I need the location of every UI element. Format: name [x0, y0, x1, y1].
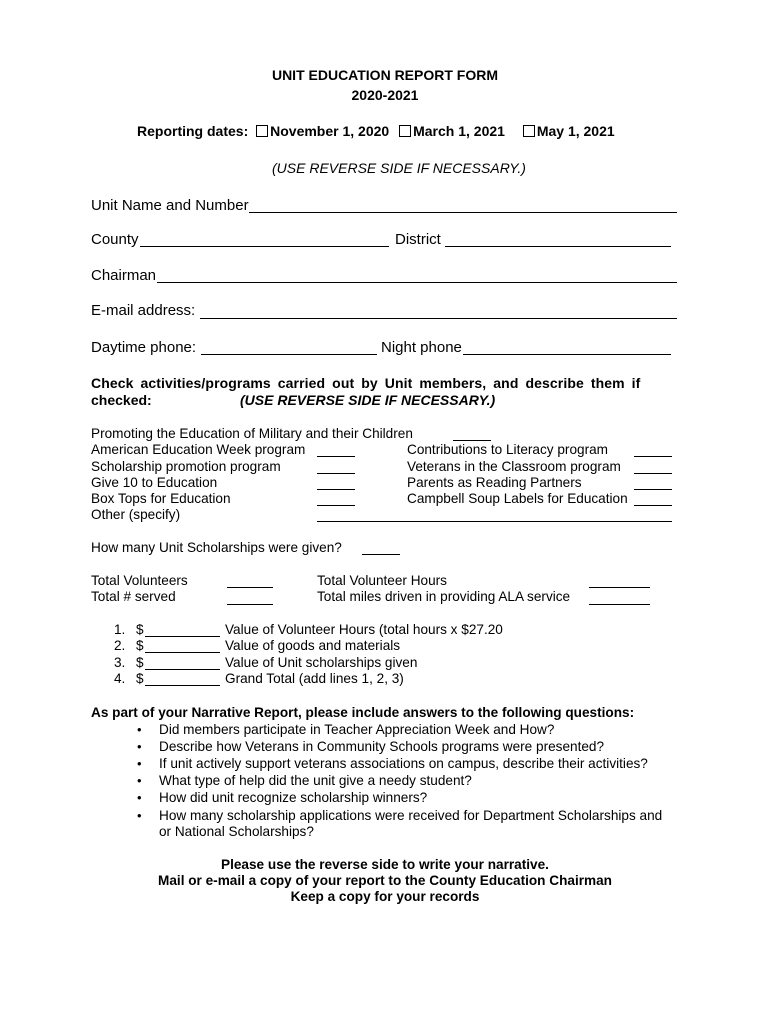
date-nov: November 1, 2020 — [270, 123, 390, 139]
night-phone-line[interactable] — [463, 354, 671, 355]
activity-right-3-line[interactable] — [634, 505, 672, 506]
scholarships-question: How many Unit Scholarships were given? — [91, 540, 342, 555]
district-label: District — [395, 231, 441, 248]
email-line[interactable] — [200, 318, 677, 319]
checkbox-may[interactable] — [523, 125, 535, 137]
chairman-line[interactable] — [157, 282, 677, 283]
total-volunteers-label: Total Volunteers — [91, 573, 188, 588]
total-volunteer-hours-label: Total Volunteer Hours — [317, 573, 447, 588]
value-dollar-2: $ — [136, 638, 144, 653]
email-label: E-mail address: — [91, 302, 196, 319]
unit-name-line[interactable] — [249, 212, 677, 213]
narrative-heading: As part of your Narrative Report, please include answers to the following questions: — [91, 705, 635, 720]
bullet-icon: • — [137, 773, 142, 788]
reporting-dates-label: Reporting dates: — [137, 123, 249, 139]
reporting-dates-row — [137, 123, 615, 139]
activity-right-0: Contributions to Literacy program — [407, 442, 608, 457]
activities-heading-line1: Check activities/programs carried out by Unit members, and describe them if — [91, 375, 641, 391]
total-volunteer-hours-line[interactable] — [589, 587, 650, 588]
checkbox-nov[interactable] — [256, 125, 268, 137]
activity-left-1: Scholarship promotion program — [91, 459, 281, 474]
county-label: County — [91, 231, 139, 248]
value-line-2[interactable] — [145, 652, 220, 653]
activity-left-2-line[interactable] — [317, 489, 355, 490]
activity-left-4: Other (specify) — [91, 507, 181, 522]
activity-right-3: Campbell Soup Labels for Education — [407, 491, 628, 506]
footer-line-3: Keep a copy for your records — [290, 889, 480, 904]
district-line[interactable] — [445, 246, 671, 247]
activity-left-0-line[interactable] — [317, 456, 355, 457]
chairman-label: Chairman — [91, 267, 157, 284]
activity-promoting-military: Promoting the Education of Military and their Children — [91, 426, 413, 441]
narrative-question-6-cont: or National Scholarships? — [159, 824, 314, 839]
value-line-1[interactable] — [145, 636, 220, 637]
activity-right-2-line[interactable] — [634, 489, 672, 490]
activity-left-1-line[interactable] — [317, 473, 355, 474]
activities-heading-line2: checked: — [91, 392, 152, 408]
narrative-question-5: How did unit recognize scholarship winners? — [159, 790, 428, 805]
total-served-line[interactable] — [227, 604, 273, 605]
value-num-1: 1. — [114, 622, 126, 637]
value-text-2: Value of goods and materials — [225, 638, 401, 653]
value-num-2: 2. — [114, 638, 126, 653]
total-miles-label: Total miles driven in providing ALA service — [317, 589, 571, 604]
activity-right-1-line[interactable] — [634, 473, 672, 474]
activity-right-1: Veterans in the Classroom program — [407, 459, 621, 474]
footer-line-1: Please use the reverse side to write your narrative. — [221, 857, 549, 872]
daytime-phone-line[interactable] — [201, 354, 377, 355]
total-miles-line[interactable] — [589, 604, 650, 605]
activities-heading-note: (USE REVERSE SIDE IF NECESSARY.) — [240, 392, 496, 408]
narrative-question-2: Describe how Veterans in Community Schools programs were presented? — [159, 739, 605, 754]
activity-right-0-line[interactable] — [634, 456, 672, 457]
checkbox-mar[interactable] — [399, 125, 411, 137]
scholarships-line[interactable] — [362, 554, 400, 555]
narrative-question-1: Did members participate in Teacher Appreciation Week and How? — [159, 722, 555, 737]
narrative-question-4: What type of help did the unit give a needy student? — [159, 773, 472, 788]
value-text-1: Value of Volunteer Hours (total hours x $27.20 — [225, 622, 503, 637]
value-dollar-4: $ — [136, 671, 144, 686]
night-phone-label: Night phone — [381, 339, 462, 356]
value-dollar-3: $ — [136, 655, 144, 670]
unit-name-label: Unit Name and Number — [91, 197, 249, 214]
value-line-3[interactable] — [145, 669, 220, 670]
date-mar: March 1, 2021 — [413, 123, 505, 139]
activity-other-line[interactable] — [317, 521, 672, 522]
value-dollar-1: $ — [136, 622, 144, 637]
reverse-note: (USE REVERSE SIDE IF NECESSARY.) — [272, 160, 526, 176]
activity-left-0: American Education Week program — [91, 442, 306, 457]
narrative-question-3: If unit actively support veterans associations on campus, describe their activities? — [159, 756, 648, 771]
activity-left-3: Box Tops for Education — [91, 491, 231, 506]
activity-promoting-military-line[interactable] — [453, 440, 491, 441]
bullet-icon: • — [137, 790, 142, 805]
bullet-icon: • — [137, 722, 142, 737]
total-served-label: Total # served — [91, 589, 176, 604]
total-volunteers-line[interactable] — [227, 587, 273, 588]
value-text-4: Grand Total (add lines 1, 2, 3) — [225, 671, 404, 686]
footer-line-2: Mail or e-mail a copy of your report to the County Education Chairman — [158, 873, 612, 888]
value-num-3: 3. — [114, 655, 126, 670]
county-line[interactable] — [140, 246, 389, 247]
activity-left-3-line[interactable] — [317, 505, 355, 506]
value-line-4[interactable] — [145, 685, 220, 686]
activity-left-2: Give 10 to Education — [91, 475, 218, 490]
narrative-question-6: How many scholarship applications were received for Department Scholarships and — [159, 808, 663, 823]
date-may: May 1, 2021 — [536, 123, 615, 139]
activity-right-2: Parents as Reading Partners — [407, 475, 582, 490]
bullet-icon: • — [137, 756, 142, 771]
daytime-phone-label: Daytime phone: — [91, 339, 197, 356]
form-year: 2020-2021 — [351, 87, 419, 103]
value-num-4: 4. — [114, 671, 126, 686]
bullet-icon: • — [137, 739, 142, 754]
value-text-3: Value of Unit scholarships given — [225, 655, 418, 670]
form-title: UNIT EDUCATION REPORT FORM — [271, 67, 499, 83]
bullet-icon: • — [137, 808, 142, 823]
